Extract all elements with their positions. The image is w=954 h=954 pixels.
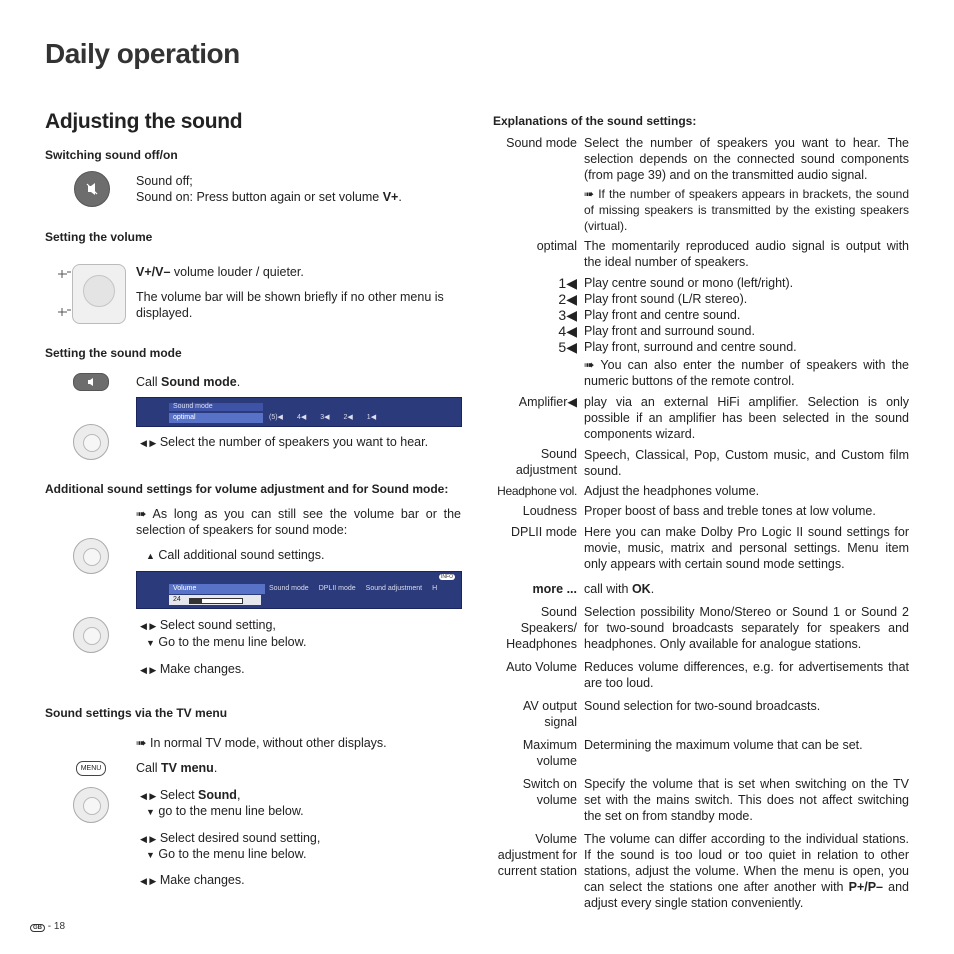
additional-heading: Additional sound settings for volume adjustment and for Sound mode:: [45, 482, 449, 496]
speaker-num-2: 2◀: [558, 291, 577, 307]
menu-button-illustration: MENU: [76, 761, 106, 776]
mute-icon: [75, 172, 109, 206]
volume-menu-bar: [136, 571, 462, 609]
speaker-desc-4: Play front and surround sound.: [584, 324, 755, 338]
sound-mode-menu-title: Sound mode: [169, 403, 263, 411]
note-sound-mode: ➠ If the number of speakers appears in brackets, the sound of missing speakers is transmitted by the existing speakers (virtual).: [584, 187, 909, 233]
tv-menu-step1b: ▼ go to the menu line below.: [146, 804, 304, 818]
speaker-icon: ◀: [566, 339, 577, 355]
volume-rocker-illustration: [56, 262, 126, 324]
speakers-note: ➠ You can also enter the number of speakers with the numeric buttons of the remote control.: [584, 358, 910, 388]
left-right-arrows-icon: ◀ ▶: [140, 621, 157, 631]
desc-amplifier: play via an external HiFi amplifier. Selection is only possible if an amplifier has been selected in the sound components wizard.: [584, 395, 909, 441]
label-loudness: Loudness: [522, 504, 577, 518]
speaker-desc-5: Play front, surround and centre sound.: [584, 340, 797, 354]
label-headphone: Headphone vol.: [497, 484, 577, 498]
volume-line2: The volume bar will be shown briefly if no other menu is displayed.: [136, 290, 444, 320]
desc-more: call with OK.: [584, 582, 655, 596]
speaker-icon: [74, 374, 108, 390]
switching-line2: Sound on: Press button again or set volume V+.: [136, 190, 402, 204]
label-av-output: AV output signal: [523, 699, 577, 729]
speaker-icon: ◀: [566, 307, 577, 323]
tv-menu-step2b: ▼ Go to the menu line below.: [146, 847, 307, 861]
additional-call: ▲ Call additional sound settings.: [146, 548, 325, 562]
sound-mode-button-illustration: [73, 373, 109, 391]
tv-menu-step2a: ◀ ▶ Select desired sound setting,: [140, 831, 321, 845]
explanations-heading: Explanations of the sound settings:: [493, 114, 697, 128]
switching-line1: Sound off;: [136, 174, 193, 188]
tv-menu-note: ➠ In normal TV mode, without other displays.: [136, 736, 387, 750]
tv-menu-step3: ◀ ▶ Make changes.: [140, 873, 245, 887]
desc-auto-volume: Reduces volume differences, e.g. for advertisements that are too loud.: [584, 660, 909, 690]
volume-menu-item: H: [432, 585, 438, 592]
sound-mode-heading: Setting the sound mode: [45, 346, 182, 360]
label-auto-volume: Auto Volume: [506, 660, 577, 674]
speaker-num-4: 4◀: [558, 323, 577, 339]
sound-mode-select: ◀ ▶ Select the number of speakers you want to hear.: [140, 435, 429, 449]
volume-bar: [189, 598, 243, 604]
left-right-arrows-icon: ◀ ▶: [140, 791, 157, 801]
speaker-desc-1: Play centre sound or mono (left/right).: [584, 276, 794, 290]
dpad-illustration: [73, 787, 109, 823]
additional-step1b: ▼ Go to the menu line below.: [146, 635, 307, 649]
tv-menu-heading: Sound settings via the TV menu: [45, 706, 228, 720]
tv-menu-call: Call TV menu.: [136, 761, 218, 775]
left-right-arrows-icon: ◀ ▶: [140, 665, 157, 675]
desc-volume-adjustment: The volume can differ according to the individual stations. If the sound is too loud or too quiet in relation to other stations, adjust the volume. When the menu is open, you can select the stations one after another with P+/P– and adjust every single station conveniently.: [584, 832, 909, 910]
desc-loudness: Proper boost of bass and treble tones at low volume.: [584, 504, 876, 518]
desc-sound-mode: Select the number of speakers you want to hear. The selection depends on the connected sound components (from page 39) and on the transmitted audio signal.: [584, 136, 909, 182]
desc-switch-on-volume: Specify the volume that is set when switching on the TV set with the mains switch. This does not affect switching the set on from standby mode.: [584, 777, 909, 823]
sound-mode-option: 2◀: [343, 414, 353, 421]
hand-pointer-icon: [56, 266, 74, 280]
left-right-arrows-icon: ◀ ▶: [140, 834, 157, 844]
dpad-illustration: [73, 424, 109, 460]
desc-headphone: Adjust the headphones volume.: [584, 484, 760, 498]
volume-menu-selected: Volume: [169, 584, 265, 594]
arrow-note-icon: ➠: [136, 736, 147, 750]
up-arrow-icon: ▲: [146, 551, 155, 561]
desc-maximum-volume: Determining the maximum volume that can be set.: [584, 738, 863, 752]
label-maximum-volume: Maximum volume: [522, 738, 577, 768]
label-sound-mode: Sound mode: [506, 136, 577, 150]
info-badge: INFO: [439, 574, 455, 580]
page-number: - 18: [47, 921, 66, 932]
speaker-icon: ◀: [566, 323, 577, 339]
volume-value-row: [169, 595, 261, 605]
speaker-num-5: 5◀: [558, 339, 577, 355]
left-right-arrows-icon: ◀ ▶: [140, 438, 157, 448]
mute-button-illustration: [74, 171, 110, 207]
left-right-arrows-icon: ◀ ▶: [140, 876, 157, 886]
dpad-illustration: [73, 617, 109, 653]
dpad-illustration: [73, 538, 109, 574]
additional-step1a: ◀ ▶ Select sound setting,: [140, 618, 276, 632]
down-arrow-icon: ▼: [146, 638, 155, 648]
label-volume-adjustment: Volume adjustment for current station: [497, 832, 577, 878]
sound-mode-option: 3◀: [320, 414, 330, 421]
page-title: Daily operation: [45, 38, 240, 69]
desc-sound-adjustment: Speech, Classical, Pop, Custom music, and Custom film sound.: [584, 448, 909, 478]
label-switch-on-volume: Switch on volume: [522, 777, 577, 807]
desc-dplii: Here you can make Dolby Pro Logic II sound settings for movie, music, matrix and personal settings. Menu item only appears with certain sound mode settings.: [584, 525, 909, 571]
speaker-icon: ◀: [567, 395, 577, 409]
label-more: more ...: [532, 582, 577, 596]
desc-optimal: The momentarily reproduced audio signal is output with the ideal number of speakers.: [584, 239, 909, 269]
speaker-icon: ◀: [566, 291, 577, 307]
sound-mode-option: 4◀: [296, 414, 307, 421]
arrow-note-icon: ➠: [584, 187, 595, 201]
speaker-num-1: 1◀: [558, 275, 577, 291]
label-optimal: optimal: [536, 239, 577, 253]
volume-value: 24: [173, 596, 181, 603]
additional-step2: ◀ ▶ Make changes.: [140, 662, 245, 676]
sound-mode-menu-selected: optimal: [169, 413, 263, 423]
volume-bar-fill: [190, 599, 202, 603]
volume-menu-items: [269, 584, 437, 594]
speaker-desc-2: Play front sound (L/R stereo).: [584, 292, 748, 306]
sound-mode-menu-options: [269, 413, 376, 423]
volume-line1: V+/V– volume louder / quieter.: [136, 265, 304, 279]
desc-sound-speakers: Selection possibility Mono/Stereo or Sound 1 or Sound 2 for two-sound broadcasts separately for speakers and headphones. Only available for analogue stations.: [584, 605, 909, 651]
volume-menu-item: DPLII mode: [318, 585, 356, 592]
speaker-icon: ◀: [566, 275, 577, 291]
additional-note: ➠ As long as you can still see the volume bar or the selection of speakers for sound mode:: [136, 507, 461, 537]
label-amplifier: Amplifier◀: [518, 395, 577, 409]
volume-heading: Setting the volume: [45, 230, 153, 244]
section-title: Adjusting the sound: [45, 110, 243, 133]
sound-mode-menu-bar: [136, 397, 462, 427]
arrow-note-icon: ➠: [584, 358, 595, 372]
switching-heading: Switching sound off/on: [45, 148, 178, 162]
speaker-num-3: 3◀: [558, 307, 577, 323]
tv-menu-step1: ◀ ▶ Select Sound,: [140, 788, 241, 802]
sound-mode-option: 1◀: [366, 414, 377, 421]
hand-pointer-icon: [56, 304, 74, 318]
down-arrow-icon: ▼: [146, 807, 155, 817]
label-sound-speakers: Sound Speakers/ Headphones: [506, 605, 577, 651]
desc-av-output: Sound selection for two-sound broadcasts.: [584, 699, 821, 713]
label-sound-adjustment: Sound adjustment: [515, 447, 577, 477]
sound-mode-option: (5)◀: [269, 414, 283, 421]
volume-menu-item: Sound adjustment: [365, 585, 423, 592]
sound-mode-call: Call Sound mode.: [136, 375, 241, 389]
country-badge: GB: [30, 924, 45, 932]
speaker-desc-3: Play front and centre sound.: [584, 308, 741, 322]
page-footer: [30, 921, 65, 932]
label-dplii: DPLII mode: [510, 525, 577, 539]
volume-menu-item: Sound mode: [269, 585, 309, 592]
down-arrow-icon: ▼: [146, 850, 155, 860]
arrow-note-icon: ➠: [136, 507, 147, 521]
